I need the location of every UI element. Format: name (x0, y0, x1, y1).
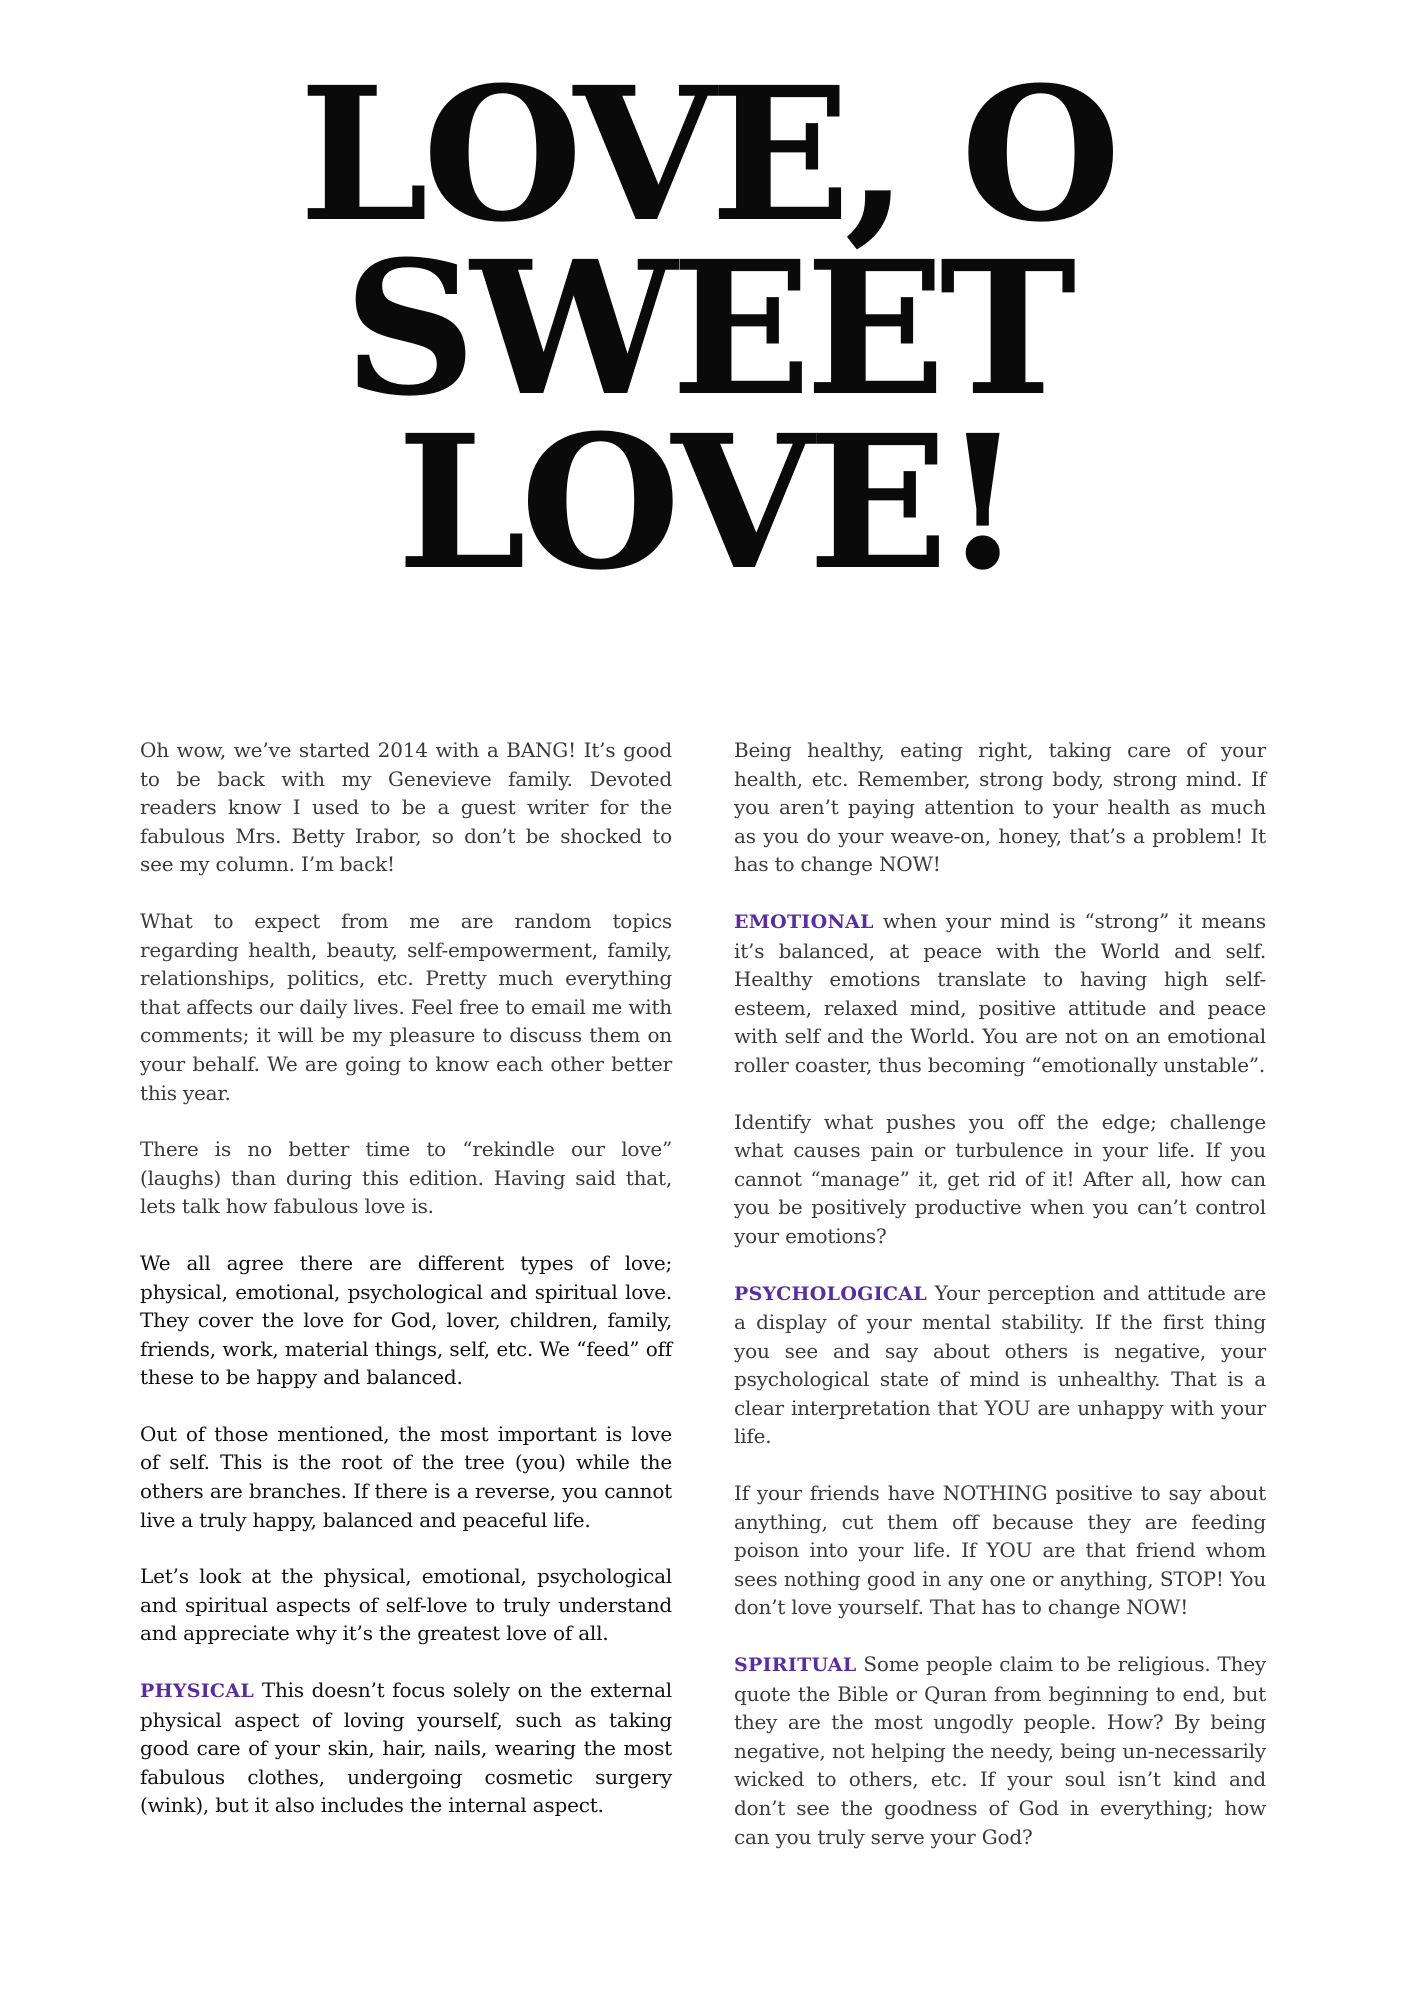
paragraph-text: Oh wow, we’ve started 2014 with a BANG! It’s good to be back with my Genevieve family. Devoted readers know I used to be a guest writer for the fabulous Mrs. Betty Irabor, so don’t be shocked to see my column. I’m back! (140, 738, 672, 877)
paragraph-text: Let’s look at the physical, emotional, psychological and spiritual aspects of self-love to truly understand and appreciate why it’s the greatest love of all. (140, 1564, 672, 1646)
paragraph-text: Being healthy, eating right, taking care of your health, etc. Remember, strong body, strong mind. If you aren’t paying attention to your health as much as you do your weave-on, honey, that’s a problem! It has to change NOW! (734, 738, 1266, 877)
paragraph (734, 736, 1266, 879)
title-line-3: LOVE! (396, 395, 1018, 611)
paragraph-text: There is no better time to “rekindle our love” (laughs) than during this edition. Having said that, lets talk how fabulous love is. (140, 1137, 672, 1219)
paragraph-psychological (734, 1279, 1266, 1452)
paragraph-text: We all agree there are different types of love; physical, emotional, psychological and spiritual love. They cover the love for God, lover, children, family, friends, work, material things, self, etc. We “feed” off these to be happy and balanced. (140, 1250, 672, 1390)
paragraph (140, 1562, 672, 1648)
paragraph-text: Some people claim to be religious. They quote the Bible or Quran from beginning to end, but they are the most ungodly people. How? By being negative, not helping the needy, being un-necessarily wicked to others, etc. If your soul isn’t kind and don’t see the goodness of God in everything; how can you truly serve your God? (734, 1652, 1266, 1849)
paragraph-physical (140, 1676, 672, 1820)
right-column (734, 736, 1266, 1879)
paragraph-spiritual (734, 1650, 1266, 1851)
paragraph-text: If your friends have NOTHING positive to say about anything, cut them off because they are feeding poison into your life. If YOU are that friend whom sees nothing good in any one or anything, STOP! You don’t love yourself. That has to change NOW! (734, 1481, 1266, 1620)
article-title (0, 47, 1414, 611)
paragraph (140, 1249, 672, 1392)
paragraph-text: Out of those mentioned, the most important is love of self. This is the root of the tree (you) while the others are branches. If there is a reverse, you cannot live a truly happy, balanced and peaceful life. (140, 1421, 672, 1532)
title-line-1: LOVE, O (299, 47, 1115, 263)
paragraph-text: Identify what pushes you off the edge; challenge what causes pain or turbulence in your life. If you cannot “manage” it, get rid of it! After all, how can you be positively productive when you can’t control your emotions? (734, 1109, 1266, 1248)
paragraph (140, 1135, 672, 1221)
keyword-physical: PHYSICAL (140, 1680, 255, 1703)
keyword-emotional: EMOTIONAL (734, 910, 874, 933)
left-column (140, 736, 672, 1848)
paragraph-text: Your perception and attitude are a display of your mental stability. If the first thing you see and say about others is negative, your psychological state of mind is unhealthy. That is a clear interpretation that YOU are unhappy with your life. (734, 1280, 1266, 1449)
paragraph (140, 907, 672, 1107)
title-line-2: SWEET (343, 221, 1071, 437)
paragraph-text: when your mind is “strong” it means it’s balanced, at peace with the World and self. Healthy emotions translate to having high self-esteem, relaxed mind, positive attitude and peace with self and the World. You are not on an emotional roller coaster, thus becoming “emotionally unstable”. (734, 908, 1266, 1077)
keyword-psychological: PSYCHOLOGICAL (734, 1282, 928, 1305)
paragraph-text: What to expect from me are random topics regarding health, beauty, self-empowerment, family, relationships, politics, etc. Pretty much everything that affects our daily lives. Feel free to email me with comments; it will be my pleasure to discuss them on your behalf. We are going to know each other better this year. (140, 908, 672, 1105)
paragraph (140, 736, 672, 879)
paragraph-emotional (734, 907, 1266, 1080)
keyword-spiritual: SPIRITUAL (734, 1654, 857, 1677)
paragraph (734, 1479, 1266, 1622)
paragraph (140, 1420, 672, 1534)
paragraph (734, 1108, 1266, 1251)
paragraph-text: This doesn’t focus solely on the external physical aspect of loving yourself, such as taking good care of your skin, hair, nails, wearing the most fabulous clothes, undergoing cosmetic surgery (wink), but it also includes the internal aspect. (140, 1678, 672, 1818)
